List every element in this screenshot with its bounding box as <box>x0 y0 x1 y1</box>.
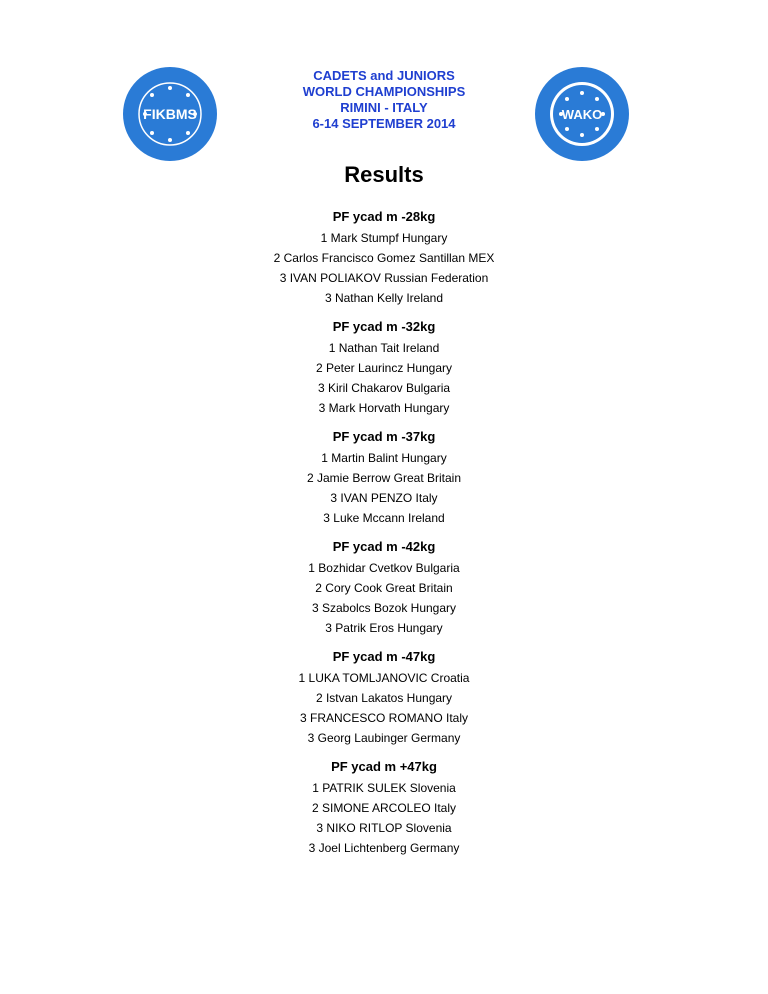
category-block <box>0 756 768 858</box>
category-block <box>0 316 768 418</box>
category-title: PF ycad m +47kg <box>331 759 437 774</box>
result-entry: 1 Mark Stumpf Hungary <box>320 231 448 245</box>
category-block <box>0 206 768 308</box>
result-entry: 2 Carlos Francisco Gomez Santillan MEX <box>273 251 495 265</box>
category-title: PF ycad m -32kg <box>332 319 436 334</box>
category-title: PF ycad m -47kg <box>332 649 436 664</box>
result-entry: 2 Jamie Berrow Great Britain <box>306 471 462 485</box>
category-title: PF ycad m -37kg <box>332 429 436 444</box>
result-entry: 1 LUKA TOMLJANOVIC Croatia <box>298 671 470 685</box>
category-title: PF ycad m -28kg <box>332 209 436 224</box>
category-block <box>0 646 768 748</box>
result-entry: 3 Kiril Chakarov Bulgaria <box>317 381 451 395</box>
result-entry: 3 Szabolcs Bozok Hungary <box>311 601 457 615</box>
category-block <box>0 536 768 638</box>
result-entry: 3 Patrik Eros Hungary <box>325 621 443 635</box>
event-line-4: 6-14 SEPTEMBER 2014 <box>312 116 456 131</box>
result-entry: 3 IVAN PENZO Italy <box>330 491 438 505</box>
result-entry: 3 IVAN POLIAKOV Russian Federation <box>279 271 489 285</box>
event-line-3: RIMINI - ITALY <box>340 100 428 115</box>
result-entry: 3 Joel Lichtenberg Germany <box>308 841 460 855</box>
result-entry: 3 Georg Laubinger Germany <box>307 731 461 745</box>
result-entry: 2 Istvan Lakatos Hungary <box>315 691 453 705</box>
category-block <box>0 426 768 528</box>
event-line-1: CADETS and JUNIORS <box>313 68 455 83</box>
result-entry: 2 Peter Laurincz Hungary <box>315 361 453 375</box>
result-entry: 1 Bozhidar Cvetkov Bulgaria <box>308 561 460 575</box>
results-list <box>0 206 768 858</box>
event-line-2: WORLD CHAMPIONSHIPS <box>302 84 466 99</box>
event-header <box>0 68 768 132</box>
result-entry: 3 NIKO RITLOP Slovenia <box>316 821 452 835</box>
result-entry: 1 PATRIK SULEK Slovenia <box>312 781 456 795</box>
page-title: Results <box>344 162 424 187</box>
category-title: PF ycad m -42kg <box>332 539 436 554</box>
wako-logo-text: WAKO <box>561 107 603 122</box>
result-entry: 2 SIMONE ARCOLEO Italy <box>311 801 457 815</box>
result-entry: 3 FRANCESCO ROMANO Italy <box>299 711 469 725</box>
result-entry: 1 Nathan Tait Ireland <box>328 341 440 355</box>
fikbms-logo-text: FIKBMS <box>143 106 197 122</box>
result-entry: 1 Martin Balint Hungary <box>321 451 447 465</box>
result-entry: 2 Cory Cook Great Britain <box>315 581 453 595</box>
result-entry: 3 Nathan Kelly Ireland <box>324 291 444 305</box>
result-entry: 3 Mark Horvath Hungary <box>318 401 450 415</box>
result-entry: 3 Luke Mccann Ireland <box>323 511 445 525</box>
